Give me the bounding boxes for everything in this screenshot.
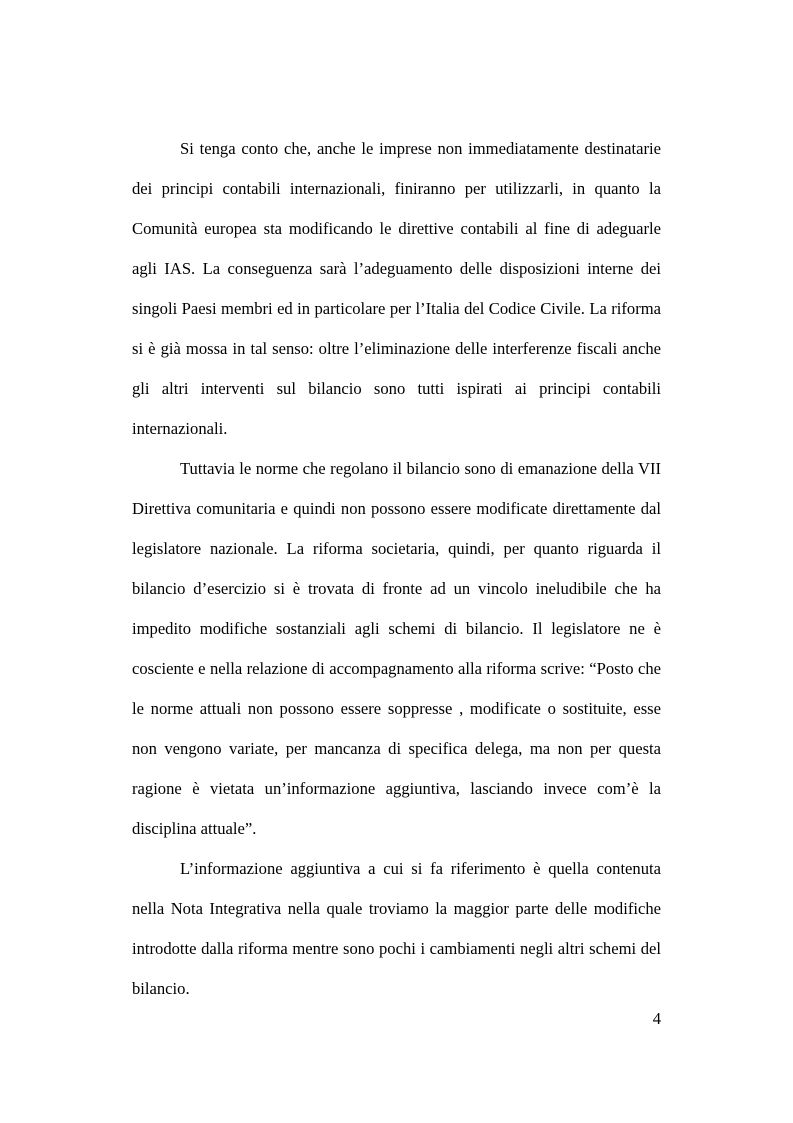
body-text xyxy=(132,129,661,1009)
paragraph-3: L’informazione aggiuntiva a cui si fa riferimento è quella contenuta nella Nota Integrativa nella quale troviamo la maggior parte delle modifiche introdotte dalla riforma mentre sono pochi i cambiamenti negli altri schemi del bilancio. xyxy=(132,859,661,998)
paragraph-1: Si tenga conto che, anche le imprese non immediatamente destinatarie dei principi contabili internazionali, finiranno per utilizzarli, in quanto la Comunità europea sta modificando le direttive contabili al fine di adeguarle agli IAS. La conseguenza sarà l’adeguamento delle disposizioni interne dei singoli Paesi membri ed in particolare per l’Italia del Codice Civile. La riforma si è già mossa in tal senso: oltre l’eliminazione delle interferenze fiscali anche gli altri interventi sul bilancio sono tutti ispirati ai principi contabili internazionali. xyxy=(132,139,661,438)
paragraph-2: Tuttavia le norme che regolano il bilancio sono di emanazione della VII Direttiva comunitaria e quindi non possono essere modificate direttamente dal legislatore nazionale. La riforma societaria, quindi, per quanto riguarda il bilancio d’esercizio si è trovata di fronte ad un vincolo ineludibile che ha impedito modifiche sostanziali agli schemi di bilancio. Il legislatore ne è cosciente e nella relazione di accompagnamento alla riforma scrive: “Posto che le norme attuali non possono essere soppresse , modificate o sostituite, esse non vengono variate, per mancanza di specifica delega, ma non per questa ragione è vietata un’informazione aggiuntiva, lasciando invece com’è la disciplina attuale”. xyxy=(132,459,661,838)
page-number: 4 xyxy=(652,1009,661,1028)
